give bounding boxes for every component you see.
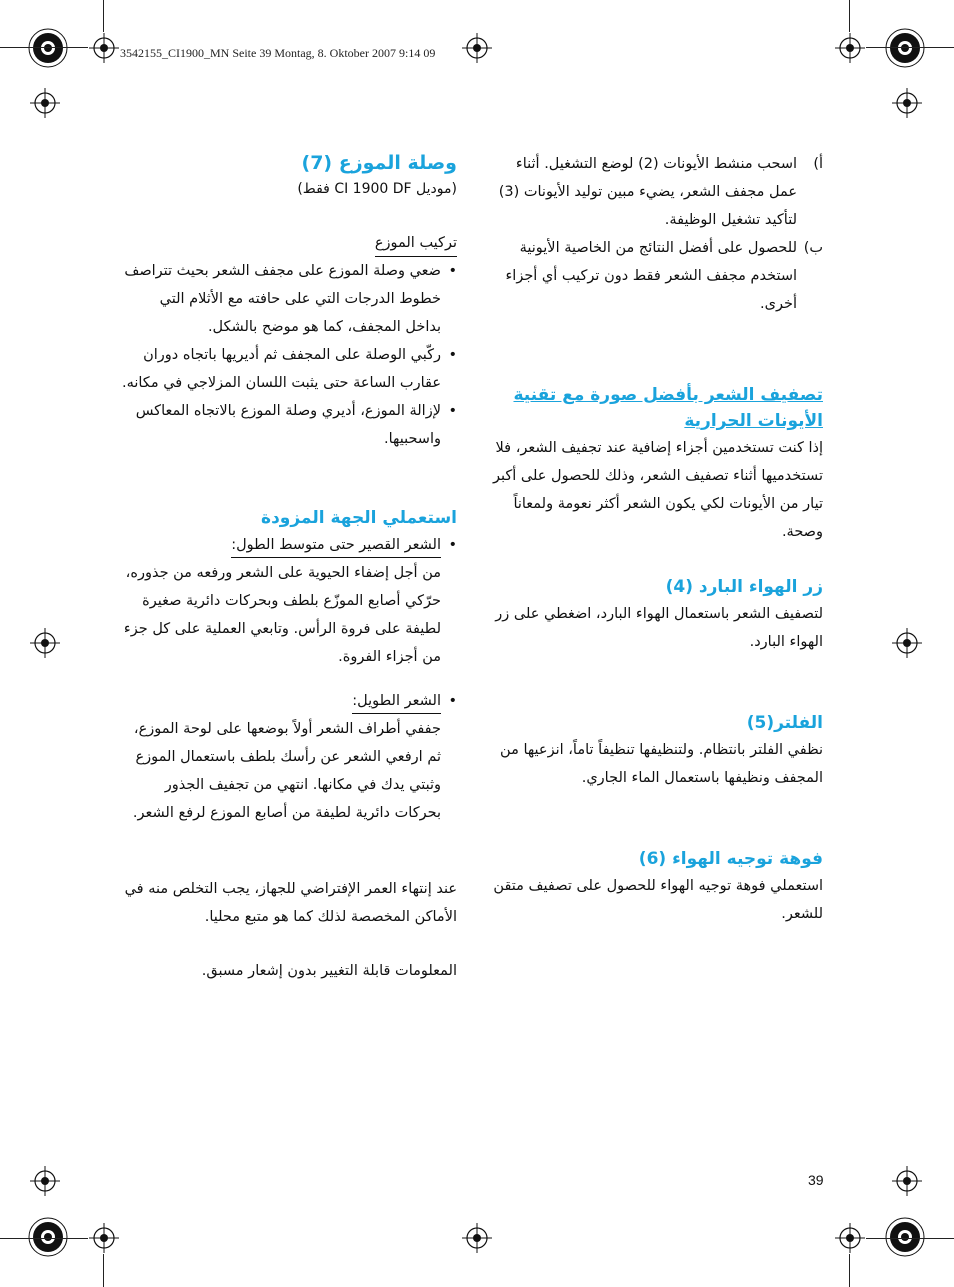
- registration-rosette-top-right: [885, 28, 925, 72]
- change-notice: المعلومات قابلة التغيير بدون إشعار مسبق.: [201, 963, 457, 979]
- fitting-heading: تركيب الموزع: [375, 230, 457, 257]
- crosshair-target-middle-right: [892, 628, 922, 662]
- crosshair-target-upper-right: [892, 88, 922, 122]
- usage-list: [120, 531, 457, 827]
- list-item: [120, 531, 457, 671]
- left-column: [120, 150, 457, 985]
- crop-line-top-left-h: [0, 47, 88, 48]
- step-label: ب): [803, 240, 823, 256]
- section-body: استعملي فوهة توجيه الهواء للحصول على تصفيف متقن للشعر.: [493, 878, 823, 922]
- section-body: نظفي الفلتر بانتظام. ولتنظيفها تنظيفاً تاماً، انزعيها من المجفف ونظيفها باستعمال الماء الجاري.: [500, 742, 823, 786]
- section-heading: تصفيف الشعر بأفضل صورة مع تقنية الأيونات الحرارية: [513, 385, 823, 431]
- registration-rosette-bottom-right: [885, 1217, 925, 1261]
- crop-line-bottom-right-v: [849, 1254, 850, 1287]
- registration-rosette-bottom-left: [28, 1217, 68, 1261]
- crosshair-target-top-right: [835, 33, 865, 67]
- crosshair-target-bottom-center: [462, 1223, 492, 1257]
- section-ion-styling: [490, 382, 823, 546]
- right-column: [490, 150, 823, 928]
- crosshair-target-middle-left: [30, 628, 60, 662]
- crop-line-top-right-v: [849, 0, 850, 32]
- step-text: للحصول على أفضل النتائج من الخاصية الأيونية استخدم مجفف الشعر فقط دون تركيب أي أجزاء أخرى.: [505, 240, 797, 312]
- list-item: [120, 687, 457, 827]
- crosshair-target-upper-left: [30, 88, 60, 122]
- section-nozzle: [490, 846, 823, 928]
- list-item: • لإزالة الموزع، أديري وصلة الموزع بالاتجاه المعاكس واسحبيها.: [120, 397, 457, 453]
- section-heading: الفلتر(5): [746, 713, 823, 733]
- page-number: 39: [808, 1172, 824, 1188]
- registration-rosette-top-left: [28, 28, 68, 72]
- usage-section: [120, 505, 457, 827]
- section-heading: زر الهواء البارد (4): [665, 577, 823, 597]
- crop-line-top-right-h: [866, 47, 954, 48]
- crop-line-top-left-v: [103, 0, 104, 32]
- intro-step-a: [490, 150, 823, 234]
- section-cool-shot: [490, 574, 823, 656]
- fitting-section: [120, 230, 457, 453]
- list-item: • ركّبي الوصلة على المجفف ثم أديريها باتجاه دوران عقارب الساعة حتى يثبت اللسان المزلاجي في مكانه.: [120, 341, 457, 397]
- item-label: الشعر القصير حتى متوسط الطول:: [231, 533, 441, 558]
- crop-line-bottom-left-h: [0, 1238, 88, 1239]
- item-text: من أجل إضفاء الحيوية على الشعر ورفعه من جذوره، حرّكي أصابع الموزّع بلطف وبحركات دائرية صغيرة لطيفة على فروة الرأس. وتابعي العملية على كل جزء من أجزاء الفروة.: [123, 565, 441, 665]
- page-subtitle: (موديل CI 1900 DF فقط): [297, 181, 457, 197]
- section-filter: [490, 710, 823, 792]
- crosshair-target-bottom-right: [835, 1223, 865, 1257]
- step-text: اسحب منشط الأيونات (2) لوضع التشغيل. أثناء عمل مجفف الشعر، يضيء مبين توليد الأيونات (3) لتأكيد تشغيل الوظيفة.: [498, 156, 797, 228]
- print-slug: 3542155_CI1900_MN Seite 39 Montag, 8. Oktober 2007 9:14 09: [120, 46, 436, 60]
- disposal-note: عند إنتهاء العمر الإفتراضي للجهاز، يجب التخلص منه في الأماكن المخصصة لذلك كما هو متبع محليا.: [124, 881, 457, 925]
- crop-line-bottom-right-h: [866, 1238, 954, 1239]
- crosshair-target-bottom-left: [89, 1223, 119, 1257]
- crosshair-target-lower-left: [30, 1166, 60, 1200]
- usage-heading: استعملي الجهة المزودة: [261, 508, 457, 528]
- fitting-list: [120, 257, 457, 453]
- crop-line-bottom-left-v: [103, 1254, 104, 1287]
- step-label: أ): [813, 156, 823, 172]
- item-text: جففي أطراف الشعر أولاً بوضعها على لوحة الموزع، ثم ارفعي الشعر عن رأسك بلطف باستعمال الموزع وثبتي يدك في مكانها. انتهي من تجفيف الجذور بحركات دائرية لطيفة من أصابع الموزع لرفع الشعر.: [132, 721, 441, 821]
- page-title: وصلة الموزع (7): [301, 152, 457, 174]
- section-body: لتصفيف الشعر باستعمال الهواء البارد، اضغطي على زر الهواء البارد.: [495, 606, 823, 650]
- section-heading: فوهة توجيه الهواء (6): [638, 849, 823, 869]
- crosshair-target-top-center: [462, 33, 492, 67]
- section-body: إذا كنت تستخدمين أجزاء إضافية عند تجفيف الشعر، فلا تستخدميها أثناء تصفيف الشعر، وذلك للحصول على أكبر تيار من الأيونات لكي يكون الشعر أكثر نعومة ولمعاناً وصحة.: [492, 440, 823, 540]
- item-label: الشعر الطويل:: [352, 689, 441, 714]
- crosshair-target-lower-right: [892, 1166, 922, 1200]
- intro-step-b: [490, 234, 823, 318]
- list-item: • ضعي وصلة الموزع على مجفف الشعر بحيث تتراصف خطوط الدرجات التي على حافته مع الأثلام التي بداخل المجفف، كما هو موضح بالشكل.: [120, 257, 457, 341]
- crosshair-target-top-left: [89, 33, 119, 67]
